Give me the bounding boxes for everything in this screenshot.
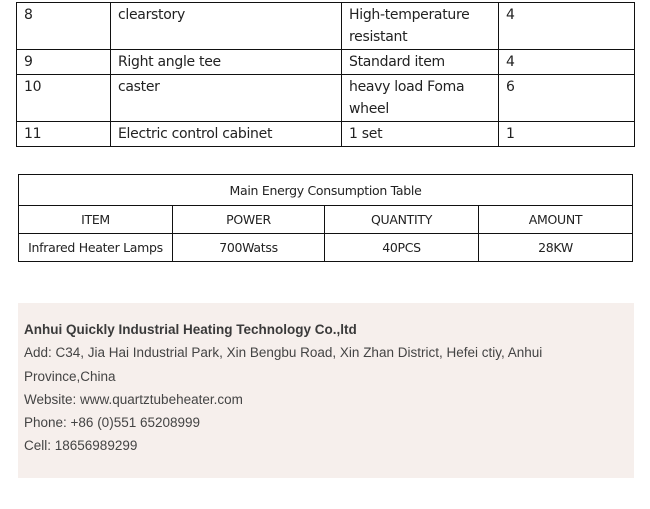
- address-line: Province,China: [24, 368, 116, 384]
- part-spec: Standard item: [342, 50, 499, 75]
- cell: Cell: 18656989299: [24, 438, 138, 454]
- address-line: Add: C34, Jia Hai Industrial Park, Xin Bengbu Road, Xin Zhan District, Hefei ctiy, Anhui: [24, 345, 543, 361]
- table-row: [17, 75, 635, 122]
- part-quantity: 4: [499, 50, 635, 75]
- part-name: clearstory: [111, 3, 342, 50]
- part-spec: 1 set: [342, 122, 499, 147]
- part-quantity: 1: [499, 122, 635, 147]
- table-row: [19, 234, 633, 262]
- company-name: Anhui Quickly Industrial Heating Technology Co.,ltd: [24, 322, 357, 337]
- parts-table: [16, 2, 635, 147]
- website: Website: www.quartztubeheater.com: [24, 391, 243, 407]
- column-header: QUANTITY: [325, 206, 479, 234]
- part-spec-line: wheel: [349, 101, 389, 117]
- part-spec: [342, 75, 499, 122]
- part-spec-line: resistant: [349, 29, 408, 45]
- part-spec-line: High-temperature: [349, 7, 470, 23]
- column-header: ITEM: [19, 206, 173, 234]
- part-quantity: 6: [499, 75, 635, 122]
- table-row: [17, 50, 635, 75]
- phone: Phone: +86 (0)551 65208999: [24, 415, 201, 431]
- row-number: 9: [17, 50, 111, 75]
- row-number: 11: [17, 122, 111, 147]
- part-name: caster: [111, 75, 342, 122]
- table-row: [17, 122, 635, 147]
- part-spec: [342, 3, 499, 50]
- energy-consumption-table: [18, 174, 633, 262]
- row-number: 8: [17, 3, 111, 50]
- column-header: AMOUNT: [479, 206, 633, 234]
- table-cell: 700Watss: [173, 234, 325, 262]
- part-spec-line: heavy load Foma: [349, 79, 465, 95]
- part-name: Electric control cabinet: [111, 122, 342, 147]
- table-header-row: [19, 206, 633, 234]
- part-quantity: 4: [499, 3, 635, 50]
- row-number: 10: [17, 75, 111, 122]
- part-name: Right angle tee: [111, 50, 342, 75]
- table-title-row: [19, 175, 633, 206]
- table-cell: 40PCS: [325, 234, 479, 262]
- table-title: Main Energy Consumption Table: [19, 175, 633, 206]
- table-cell: 28KW: [479, 234, 633, 262]
- table-row: [17, 3, 635, 50]
- table-cell: Infrared Heater Lamps: [19, 234, 173, 262]
- column-header: POWER: [173, 206, 325, 234]
- contact-info: [18, 303, 634, 478]
